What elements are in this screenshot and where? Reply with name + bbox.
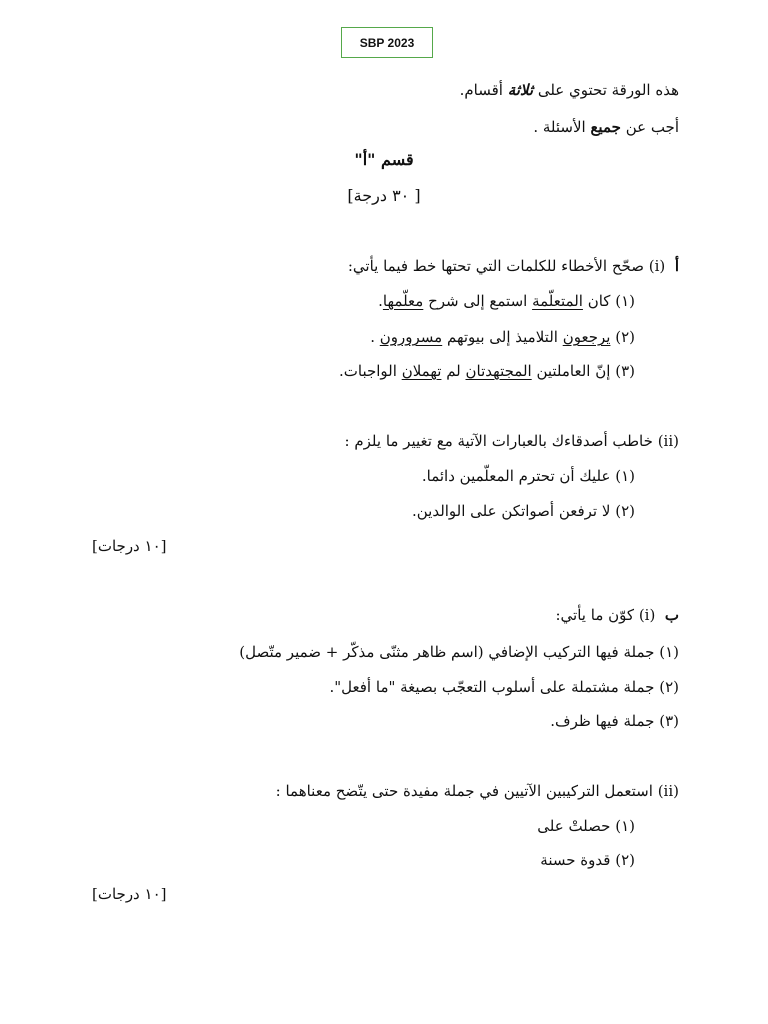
item-text: . xyxy=(378,292,383,310)
part-a-i-q3 xyxy=(339,361,635,381)
item-text: عليك أن تحترم المعلّمين دائما. xyxy=(421,467,611,485)
underlined-word: مسرورون xyxy=(379,328,443,346)
intro-line-1 xyxy=(460,80,679,100)
part-a-i-q1 xyxy=(378,291,635,311)
instruction-text: خاطب أصدقاءك بالعبارات الآتية مع تغيير ما يلزم : xyxy=(344,432,653,450)
intro-text: هذه الورقة تحتوي على xyxy=(533,81,679,99)
instruction-text: كوّن ما يأتي: xyxy=(555,606,635,624)
item-number: (١) xyxy=(615,292,635,310)
item-text: استمع إلى شرح xyxy=(423,292,533,310)
section-marks: [ ٣٠ درجة] xyxy=(347,186,421,205)
underlined-word: المتعلّمة xyxy=(532,292,583,310)
item-text: كان xyxy=(582,292,611,310)
item-number: (٢) xyxy=(615,851,635,869)
item-number: (٢) xyxy=(615,328,635,346)
part-b-marks: [١٠ درجات] xyxy=(92,885,167,903)
part-b-i-q2: (٢) جملة مشتملة على أسلوب التعجّب بصيغة "ما أفعل". xyxy=(329,678,679,696)
part-a-ii-instruction xyxy=(345,431,679,451)
underlined-word: المجتهدتان xyxy=(465,362,532,380)
item-text: إنّ العاملتين xyxy=(531,362,611,380)
part-b-ii-q1 xyxy=(537,816,635,836)
item-text: لم xyxy=(441,362,466,380)
section-title: قسم "أ" xyxy=(354,150,414,169)
item-text: قدوة حسنة xyxy=(540,851,611,869)
part-a-marks: [١٠ درجات] xyxy=(92,537,167,555)
intro-line-2 xyxy=(533,117,679,137)
part-a-i-q2 xyxy=(370,327,635,347)
part-a-label: أ xyxy=(674,257,679,275)
instruction-text: استعمل التركيبين الآتيين في جملة مفيدة حتى يتّضح معناهما : xyxy=(275,782,653,800)
part-a-ii-number: (ii) xyxy=(657,432,679,450)
part-b-i-number: (i) xyxy=(638,606,656,624)
instruction-text: صحّح الأخطاء للكلمات التي تحتها خط فيما يأتي: xyxy=(347,257,644,275)
item-number: (١) xyxy=(615,817,635,835)
part-b-i-q1: (١) جملة فيها التركيب الإضافي (اسم ظاهر مثنّى مذكّر + ضمير متّصل) xyxy=(239,643,679,661)
item-text: حصلتْ على xyxy=(537,817,611,835)
part-a-ii-q2 xyxy=(412,501,635,521)
part-b-ii-instruction xyxy=(276,781,679,801)
item-text: التلاميذ إلى بيوتهم xyxy=(442,328,563,346)
part-b-ii-number: (ii) xyxy=(657,782,679,800)
part-b-i-instruction xyxy=(556,605,680,625)
underlined-word: يرجعون xyxy=(562,328,611,346)
intro-text: الأسئلة . xyxy=(533,118,591,136)
part-a-i-number: (i) xyxy=(648,257,666,275)
item-text: الواجبات. xyxy=(339,362,402,380)
intro-emphasis: جميع xyxy=(590,118,621,136)
part-b-ii-q2 xyxy=(540,850,635,870)
intro-text: أجب عن xyxy=(620,118,679,136)
item-number: (١) xyxy=(615,467,635,485)
part-a-ii-q1 xyxy=(422,466,635,486)
underlined-word: معلّمها xyxy=(382,292,424,310)
part-b-label: ب xyxy=(664,606,679,624)
year-badge: SBP 2023 xyxy=(341,27,433,58)
part-a-i-instruction xyxy=(348,256,679,276)
intro-text: أقسام. xyxy=(459,81,508,99)
item-text: . xyxy=(370,328,380,346)
item-number: (٢) xyxy=(615,502,635,520)
part-b-i-q3: (٣) جملة فيها ظرف. xyxy=(550,712,679,730)
intro-emphasis: ثلاثة xyxy=(507,81,534,99)
item-number: (٣) xyxy=(615,362,635,380)
item-text: لا ترفعن أصواتكن على الوالدين. xyxy=(411,502,611,520)
underlined-word: تهملان xyxy=(401,362,442,380)
